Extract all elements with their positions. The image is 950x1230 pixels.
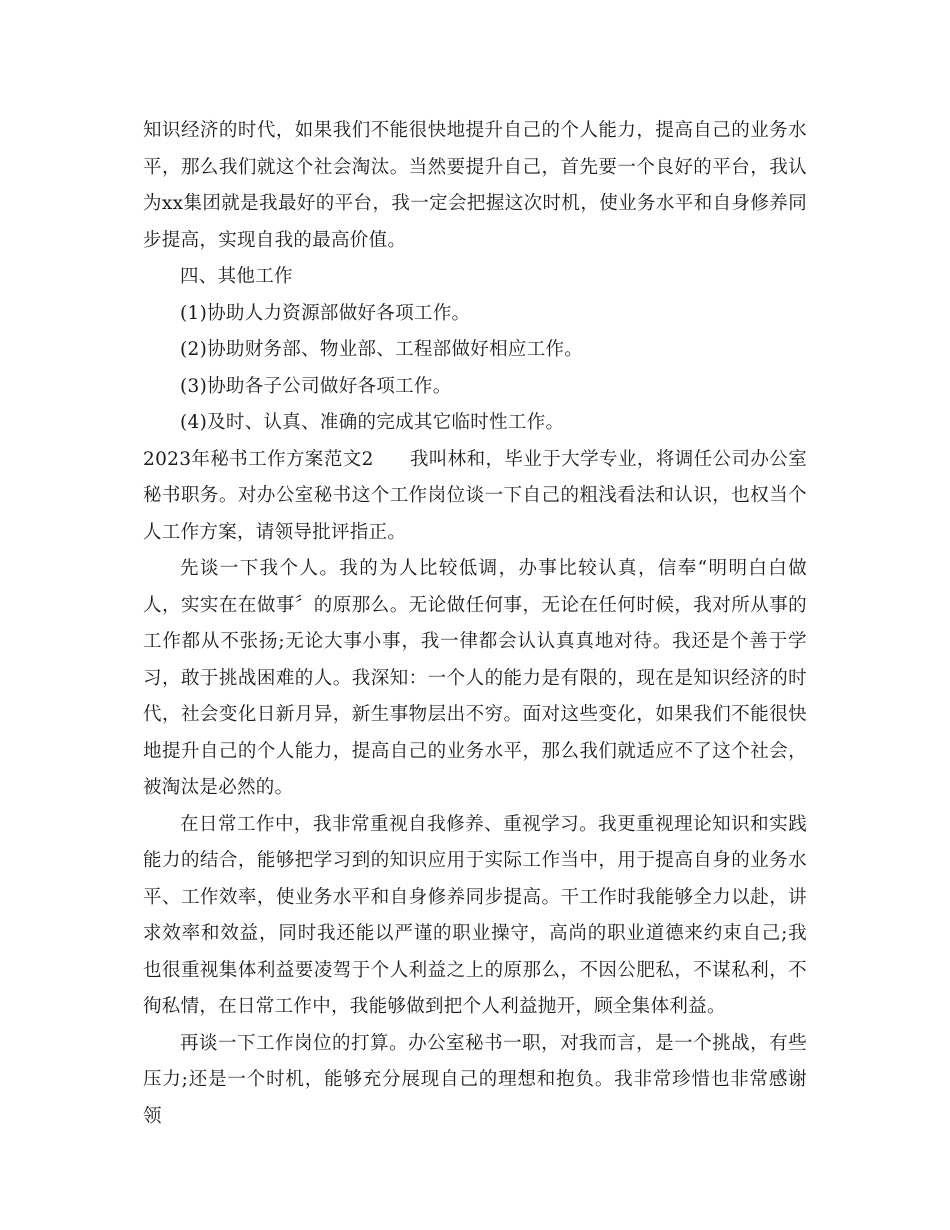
section-intro-text: 我叫林和，毕业于大学专业，将调任公司办公室秘书职务。对办公室秘书这个工作岗位谈一下自己的粗浅看法和认识，也权当个人工作方案，请领导批评指正。 xyxy=(143,448,807,543)
section-title: 2023年秘书工作方案范文2 xyxy=(143,448,374,470)
list-item-finance: (2)协助财务部、物业部、工程部做好相应工作。 xyxy=(180,339,584,360)
paragraph-personal: 先谈一下我个人。我的为人比较低调，办事比较认真，信奉“明明白白做人，实实在在做事〞的原那么。无论做任何事，无论在任何时候，我对所从事的工作都从不张扬;无论大事小事，我一律都会认认真真地对待。我还是个善于学习，敢于挑战困难的人。我深知：一个人的能力是有限的，现在是知识经济的时代，社会变化日新月异，新生事物层出不穷。面对这些变化，如果我们不能很快地提升自己的个人能力，提高自己的业务水平，那么我们就适应不了这个社会，被淘汰是必然的。 xyxy=(143,558,807,798)
list-item-subsidiaries: (3)协助各子公司做好各项工作。 xyxy=(180,375,452,397)
list-item-hr: (1)协助人力资源部做好各项工作。 xyxy=(180,302,471,324)
paragraph-daily-work: 在日常工作中，我非常重视自我修养、重视学习。我更重视理论知识和实践能力的结合，能够把学习到的知识应用于实际工作当中，用于提高自身的业务水平、工作效率，使业务水平和自身修养同步提高。干工作时我能够全力以赴，讲求效率和效益，同时我还能以严谨的职业操守，高尚的职业道德来约束自己;我也很重视集体利益要凌驾于个人利益之上的原那么，不因公肥私，不谋私利，不徇私情，在日常工作中，我能够做到把个人利益抛开，顾全集体利益。 xyxy=(143,813,807,1017)
heading-other-work: 四、其他工作 xyxy=(180,266,293,287)
paragraph-job-plan: 再谈一下工作岗位的打算。办公室秘书一职，对我而言，是一个挑战，有些压力;还是一个时机，能够充分展现自己的理想和抱负。我非常珍惜也非常感谢领 xyxy=(143,1032,807,1127)
document-body xyxy=(143,113,807,1135)
list-item-temporary-work: (4)及时、认真、准确的完成其它临时性工作。 xyxy=(180,412,565,433)
paragraph-knowledge-economy: 知识经济的时代，如果我们不能很快地提升自己的个人能力，提高自己的业务水平，那么我们就这个社会淘汰。当然要提升自己，首先要一个良好的平台，我认为xx集团就是我最好的平台，我一定会把握这次时机，使业务水平和自身修养同步提高，实现自我的最高价值。 xyxy=(143,120,807,251)
section-intro-paragraph xyxy=(143,442,807,552)
